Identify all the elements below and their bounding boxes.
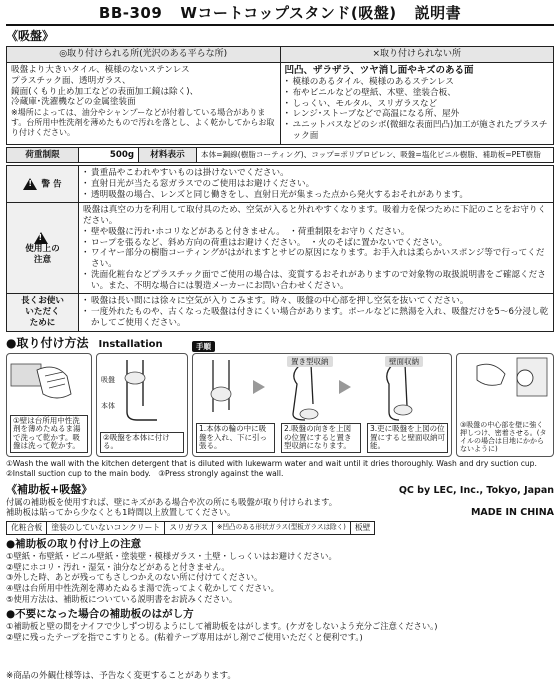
ok-surfaces-header: ◎取り付けられる所(光沢のある平らな所)	[7, 47, 281, 63]
caution-icon	[34, 232, 48, 244]
attach-caution-item: ②壁にホコリ・汚れ・湿気・油分などがあると付きません。	[6, 561, 230, 572]
step2-caption: 2.吸盤の向きを上図の位置にすると置き型収納になります。	[281, 423, 361, 453]
procedure-tag: 手順	[192, 341, 215, 352]
ok-item: 冷蔵庫･洗濯機などの金属塗装面	[11, 97, 136, 108]
ok-note: ※場所によっては、油分やシャンプーなどが付着している場合があります。台所用中性洗剤を薄めたもので汚れを落とし、よく乾かしてからお取り付けください。	[11, 108, 275, 138]
surface-item: スリガラス	[165, 521, 213, 534]
install-note: ②Install suction cup to the main body. ③Press strongly against the wall.	[6, 468, 284, 478]
company-name: QC by LEC, Inc., Tokyo, Japan	[398, 484, 554, 496]
attach-caution-item: ③外した時、あとが残ってもさしつかえのない所に付けてください。	[6, 572, 263, 583]
document-type: 説明書	[414, 4, 462, 22]
model-number: BB-309	[98, 4, 163, 22]
label-body: 本体	[101, 402, 115, 411]
caution-item: ・ 洗面化粧台などプラスチック面でご使用の場合は、変質するおそれがありますので対象物の取扱説明書をご確認ください。また、不明な場合には製造メーカーにお問い合わせください。	[83, 270, 549, 291]
aux-text-row	[6, 497, 554, 507]
aux-intro: 付属の補助板を使用すれば、壁にキズがある場合や次の所にも吸盤が取り付けられます。	[6, 496, 338, 507]
step1-caption: 1.本体の輪の中に吸盤を入れ、下に引っ張る。	[196, 423, 275, 453]
spec-table	[6, 147, 554, 164]
longuse-content	[79, 294, 554, 331]
ng-item: ・ しっくい、モルタル、スリガラスなど	[285, 99, 550, 110]
figure-press-wall	[456, 353, 554, 457]
longuse-label-line2: いただく	[25, 307, 60, 318]
document-header	[6, 4, 554, 26]
installation-notes-en	[6, 459, 554, 479]
remove-list	[6, 621, 554, 643]
figure-wash-wall	[6, 353, 92, 457]
figure-attach-suction	[96, 353, 188, 457]
warning-item: ・ 透明吸盤の場合、レンズと同じ働きをし、直射日光が集まった点から発火するおそれがあります。	[83, 190, 549, 201]
attach-caution-item: ⑤使用方法は、補助板についている説明書をお読みください。	[6, 593, 238, 604]
load-limit-value: 500g	[79, 147, 139, 163]
ng-surfaces-cell	[280, 63, 554, 144]
surface-item: 塗装のしていないコンクリート	[47, 521, 165, 534]
aux-note: 補助板は貼ってから少なくとも1時間以上放置してください。	[6, 507, 236, 517]
attach-caution-item: ④壁は台所用中性洗剤を薄めたぬるま湯で洗ってよく乾かしてください。	[6, 583, 279, 594]
wash-hand-illustration	[7, 354, 92, 414]
caution-item: ・ ロープを張るなど、斜め方向の荷重はお避けください。 ・火のそばに置かないでください。	[83, 238, 549, 249]
label-suction: 吸盤	[101, 376, 115, 385]
step-arrow-icon	[339, 380, 351, 394]
install-note: ①Wash the wall with the kitchen detergent that is diluted with lukewarm water and wait until it dries thoroughly. Wash and dry suction cup.	[6, 459, 537, 469]
footer-note: ※商品の外観仕様等は、予告なく変更することがあります。	[6, 671, 236, 682]
remove-title: ●不要になった場合の補助板のはがし方	[6, 607, 194, 620]
aux-heading-row	[6, 483, 554, 497]
attach-caution-title: ●補助板の取り付け上の注意	[6, 537, 142, 550]
load-limit-label: 荷重制限	[7, 147, 79, 163]
longuse-label-line1: 長くお使い	[21, 296, 64, 307]
warning-icon	[23, 178, 37, 190]
suction-section-title: 《吸盤》	[6, 29, 55, 43]
ok-item: プラスチック面、透明ガラス、	[11, 75, 131, 86]
remove-item: ②壁に残ったテープを指でこすりとる。(粘着テープ専用はがし剤でご使用いただくと便利です。)	[6, 631, 363, 642]
caution-intro: 吸盤は真空の力を利用して取付具のため、空気が入ると外れやすくなります。吸着力を保つために下記のことをお守りください。	[83, 205, 547, 227]
attach-caution-list	[6, 551, 554, 605]
ng-item: ・ 模様のあるタイル、模様のあるステンレス	[285, 77, 550, 88]
procedure-strip	[192, 353, 452, 457]
caution-label-line1: 使用上の	[25, 243, 60, 254]
ok-item: 吸盤より大きいタイル、模様のないステンレス	[11, 65, 190, 76]
stand-storage-tag: 置き型収納	[287, 356, 333, 367]
surface-item: 板壁	[350, 521, 375, 534]
warning-item: ・ 直射日光が当たる窓ガラスでのご使用はお避けください。	[83, 179, 549, 190]
caution-label-line2: 注意	[33, 254, 52, 265]
figure-wash-caption: ①壁は台所用中性洗剤を薄めたぬるま湯で洗って乾かす。吸盤は洗って乾かす。	[10, 415, 88, 454]
made-in-label: MADE IN CHINA	[470, 507, 554, 518]
aux-title: 《補助板+吸盤》	[6, 482, 93, 496]
caution-label-cell	[7, 203, 79, 294]
warning-content	[79, 166, 554, 203]
caution-item: ・ 壁や吸盤に汚れ･ホコリなどがあると付きません。 ・荷重制限をお守りください。	[83, 227, 549, 238]
figure-press-caption: ③吸盤の中心部を壁に強く押しつけ、密着させる。(タイルの場合は目地にかからないように)	[460, 420, 547, 453]
warning-table	[6, 165, 554, 331]
material-label: 材料表示	[139, 147, 197, 163]
ng-item: ・ 布やビニルなどの壁紙、木壁、塗装合板、	[285, 88, 550, 99]
ok-item: 鏡面(くもり止め加工などの表面加工鏡は除く)、	[11, 86, 199, 97]
longuse-label-line3: ために	[29, 317, 56, 328]
step-arrow-icon	[253, 380, 265, 394]
ng-item: ・ レンジ･ストーブなどで高温になる所、屋外	[285, 109, 550, 120]
caution-item: ・ ワイヤー部分の樹脂コーティングがはがれますとサビの原因になります。お手入れは柔らかいスポンジ等で行ってください。	[83, 248, 549, 269]
surface-item: ※凹凸のある形状ガラス(型板ガラスは除く)	[212, 521, 350, 534]
step3-caption: 3.吏に吸盤を上図の位置にすると壁面収納可能。	[367, 423, 448, 453]
product-name: Wコートコップスタンド(吸盤)	[180, 4, 397, 22]
aux-surface-table	[6, 521, 375, 535]
longuse-item: ・ 一度外れたものや、古くなった吸盤は付きにくい場合があります。ポールなどに熱湯を入れ、吸盤だけを5〜6分浸し乾かしてご使用ください。	[83, 307, 549, 328]
ng-surfaces-header: ×取り付けられない所	[280, 47, 554, 63]
caution-content	[79, 203, 554, 294]
suction-mount-table	[6, 46, 554, 145]
surface-item: 化粧合板	[7, 521, 47, 534]
ng-heading: 凹凸、ザラザラ、ツヤ消し面やキズのある面	[284, 65, 474, 77]
ok-surfaces-cell	[7, 63, 281, 144]
aux-text-row-2	[6, 507, 554, 519]
material-value: 本体=鋼線(樹脂コーティング)、コップ=ポリプロピレン、吸盤=塩化ビニル樹脂、補助板=PET樹脂	[197, 147, 554, 163]
warning-label: 警 告	[41, 179, 62, 190]
attach-caution-item: ①壁紙・布壁紙・ビニル壁紙・塗装壁・模様ガラス・土壁・しっくいはお避けください。	[6, 550, 337, 561]
installation-title-jp: ●取り付け方法	[6, 335, 89, 350]
remove-item: ①補助板と壁の間をナイフで少しずつ切るようにして補助板をはがします。(ケガをしないよう充分ご注意ください。)	[6, 620, 438, 631]
warning-label-cell	[7, 166, 79, 203]
longuse-label-cell	[7, 294, 79, 331]
warning-item: ・ 貴重品やこわれやすいものは掛けないでください。	[83, 168, 549, 179]
press-illustration	[457, 354, 554, 400]
ng-item: ・ ユニットバスなどのシボ(微細な表面凹凸)加工が施されたプラスチック面	[285, 120, 550, 141]
wall-storage-tag: 壁面収納	[385, 356, 423, 367]
figure-attach-caption: ②吸盤を本体に付ける。	[100, 432, 184, 453]
installation-title-en: Installation	[98, 338, 163, 350]
longuse-item: ・ 吸盤は長い間には徐々に空気が入りこみます。時々、吸盤の中心部を押し空気を抜いてください。	[83, 296, 549, 307]
installation-heading	[6, 336, 554, 352]
attach-suction-illustration	[97, 354, 188, 426]
